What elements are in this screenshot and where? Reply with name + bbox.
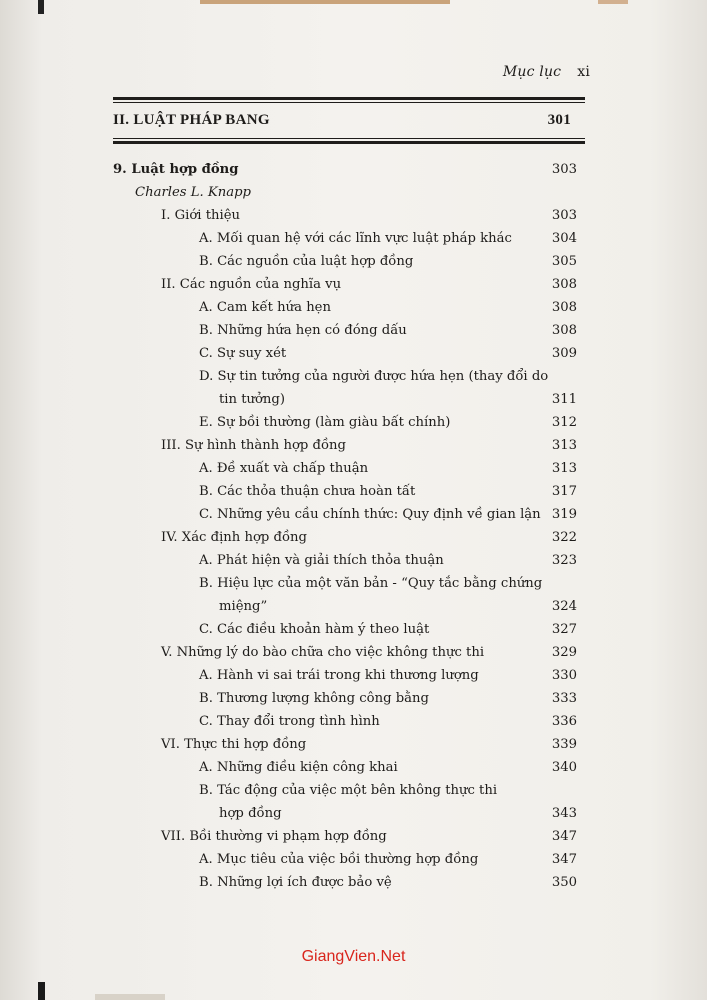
toc-entry-page: 343	[551, 806, 577, 821]
table-of-contents	[113, 158, 585, 894]
toc-entry	[113, 871, 585, 894]
toc-entry	[113, 756, 585, 779]
toc-entry-text: I. Giới thiệu	[161, 208, 241, 223]
toc-entry	[113, 733, 585, 756]
toc-entry-page: 339	[551, 737, 577, 752]
toc-entry-text: V. Những lý do bào chữa cho việc không thực thi	[161, 645, 485, 660]
toc-entry-text: tin tưởng)	[219, 392, 286, 407]
toc-entry	[113, 365, 585, 388]
toc-entry-page: 333	[551, 691, 577, 706]
toc-entry-text: B. Các nguồn của luật hợp đồng	[199, 254, 414, 269]
toc-entry	[113, 204, 585, 227]
toc-entry-text: VI. Thực thi hợp đồng	[161, 737, 307, 752]
toc-entry-text: A. Mục tiêu của việc bồi thường hợp đồng	[199, 852, 479, 867]
toc-entry	[113, 227, 585, 250]
chapter-page-number: 303	[551, 162, 577, 177]
toc-entry	[113, 457, 585, 480]
toc-entry-page: 324	[551, 599, 577, 614]
toc-entry-text: B. Tác động của việc một bên không thực thi	[199, 783, 498, 798]
toc-entry-page: 322	[551, 530, 577, 545]
watermark-text: GiangVien.Net	[301, 948, 406, 965]
toc-entry	[113, 342, 585, 365]
toc-entry-text: C. Sự suy xét	[199, 346, 287, 361]
part-heading	[113, 112, 585, 129]
toc-entry-page: 308	[551, 277, 577, 292]
toc-entry-text: III. Sự hình thành hợp đồng	[161, 438, 346, 453]
toc-entry	[113, 549, 585, 572]
toc-entry-text: D. Sự tin tưởng của người được hứa hẹn (thay đổi do	[199, 369, 549, 384]
toc-entry	[113, 319, 585, 342]
running-head-title: Mục lục	[502, 64, 562, 80]
toc-entry-page: 350	[551, 875, 577, 890]
part-title: II. LUẬT PHÁP BANG	[113, 112, 270, 128]
toc-entry	[113, 250, 585, 273]
toc-entry	[113, 572, 585, 595]
toc-entry-text: A. Mối quan hệ với các lĩnh vực luật pháp khác	[199, 231, 512, 246]
scan-edge-artifact	[95, 994, 165, 1000]
toc-entry-page: 340	[551, 760, 577, 775]
toc-entry-page: 311	[551, 392, 577, 407]
toc-entry	[113, 411, 585, 434]
scan-edge-artifact	[200, 0, 450, 4]
toc-entry-page: 323	[551, 553, 577, 568]
toc-entry-page: 336	[551, 714, 577, 729]
toc-entry	[113, 526, 585, 549]
toc-entry-continuation	[113, 595, 585, 618]
toc-entry	[113, 710, 585, 733]
toc-entry-page: 308	[551, 323, 577, 338]
running-head-page: xi	[577, 64, 590, 80]
rule-top-thin	[113, 102, 585, 103]
toc-entry	[113, 296, 585, 319]
toc-entry-page: 330	[551, 668, 577, 683]
chapter-author	[113, 181, 585, 204]
chapter-title: 9. Luật hợp đồng	[113, 162, 239, 177]
toc-entry-page: 313	[551, 438, 577, 453]
toc-entry-text: C. Thay đổi trong tình hình	[199, 714, 380, 729]
toc-entry-page: 329	[551, 645, 577, 660]
toc-entry-page: 347	[551, 852, 577, 867]
scan-edge-artifact	[598, 0, 628, 4]
toc-entry-text: B. Những hứa hẹn có đóng dấu	[199, 323, 407, 338]
toc-entry	[113, 779, 585, 802]
toc-entry	[113, 503, 585, 526]
toc-entry-text: A. Phát hiện và giải thích thỏa thuận	[199, 553, 444, 568]
toc-entry-text: A. Hành vi sai trái trong khi thương lượng	[199, 668, 479, 683]
toc-entry-page: 304	[551, 231, 577, 246]
toc-entry-page: 317	[551, 484, 577, 499]
toc-entry-page: 309	[551, 346, 577, 361]
toc-entry-text: hợp đồng	[219, 806, 282, 821]
toc-entry-text: A. Cam kết hứa hẹn	[199, 300, 331, 315]
toc-entry	[113, 641, 585, 664]
toc-entry-text: B. Các thỏa thuận chưa hoàn tất	[199, 484, 416, 499]
toc-entry-text: E. Sự bồi thường (làm giàu bất chính)	[199, 415, 451, 430]
toc-entry-text: B. Hiệu lực của một văn bản - “Quy tắc bằng chứng	[199, 576, 543, 591]
toc-entry	[113, 848, 585, 871]
toc-entry-page: 347	[551, 829, 577, 844]
running-head	[503, 64, 590, 80]
scan-edge-artifact	[38, 0, 44, 14]
toc-entry-page: 312	[551, 415, 577, 430]
rule-bottom-thick	[113, 141, 585, 144]
toc-entry-page: 319	[551, 507, 577, 522]
toc-entry-text: II. Các nguồn của nghĩa vụ	[161, 277, 342, 292]
toc-entry	[113, 687, 585, 710]
toc-entry-text: miệng”	[219, 599, 268, 614]
toc-entry-page: 313	[551, 461, 577, 476]
toc-entry-page: 327	[551, 622, 577, 637]
rule-bottom-thin	[113, 138, 585, 139]
toc-entry	[113, 618, 585, 641]
toc-entry	[113, 664, 585, 687]
toc-entry-text: B. Thương lượng không công bằng	[199, 691, 429, 706]
toc-entry	[113, 480, 585, 503]
toc-entry	[113, 434, 585, 457]
scan-edge-artifact	[38, 982, 45, 1000]
toc-entry	[113, 273, 585, 296]
toc-entry-text: A. Đề xuất và chấp thuận	[199, 461, 369, 476]
toc-entry-page: 305	[551, 254, 577, 269]
toc-entry-text: IV. Xác định hợp đồng	[161, 530, 307, 545]
toc-entry-text: VII. Bồi thường vi phạm hợp đồng	[161, 829, 387, 844]
toc-entry	[113, 825, 585, 848]
toc-entry-text: A. Những điều kiện công khai	[199, 760, 398, 775]
toc-entry-text: C. Những yêu cầu chính thức: Quy định về gian lận	[199, 507, 541, 522]
toc-entry-text: B. Những lợi ích được bảo vệ	[199, 875, 392, 890]
toc-entry-text: C. Các điều khoản hàm ý theo luật	[199, 622, 430, 637]
part-page-number: 301	[547, 112, 571, 128]
chapter-heading	[113, 158, 585, 181]
toc-entry-continuation	[113, 802, 585, 825]
toc-entry-page: 308	[551, 300, 577, 315]
toc-entry-page: 303	[551, 208, 577, 223]
toc-entry-continuation	[113, 388, 585, 411]
author-name: Charles L. Knapp	[135, 185, 251, 200]
rule-top-thick	[113, 97, 585, 100]
